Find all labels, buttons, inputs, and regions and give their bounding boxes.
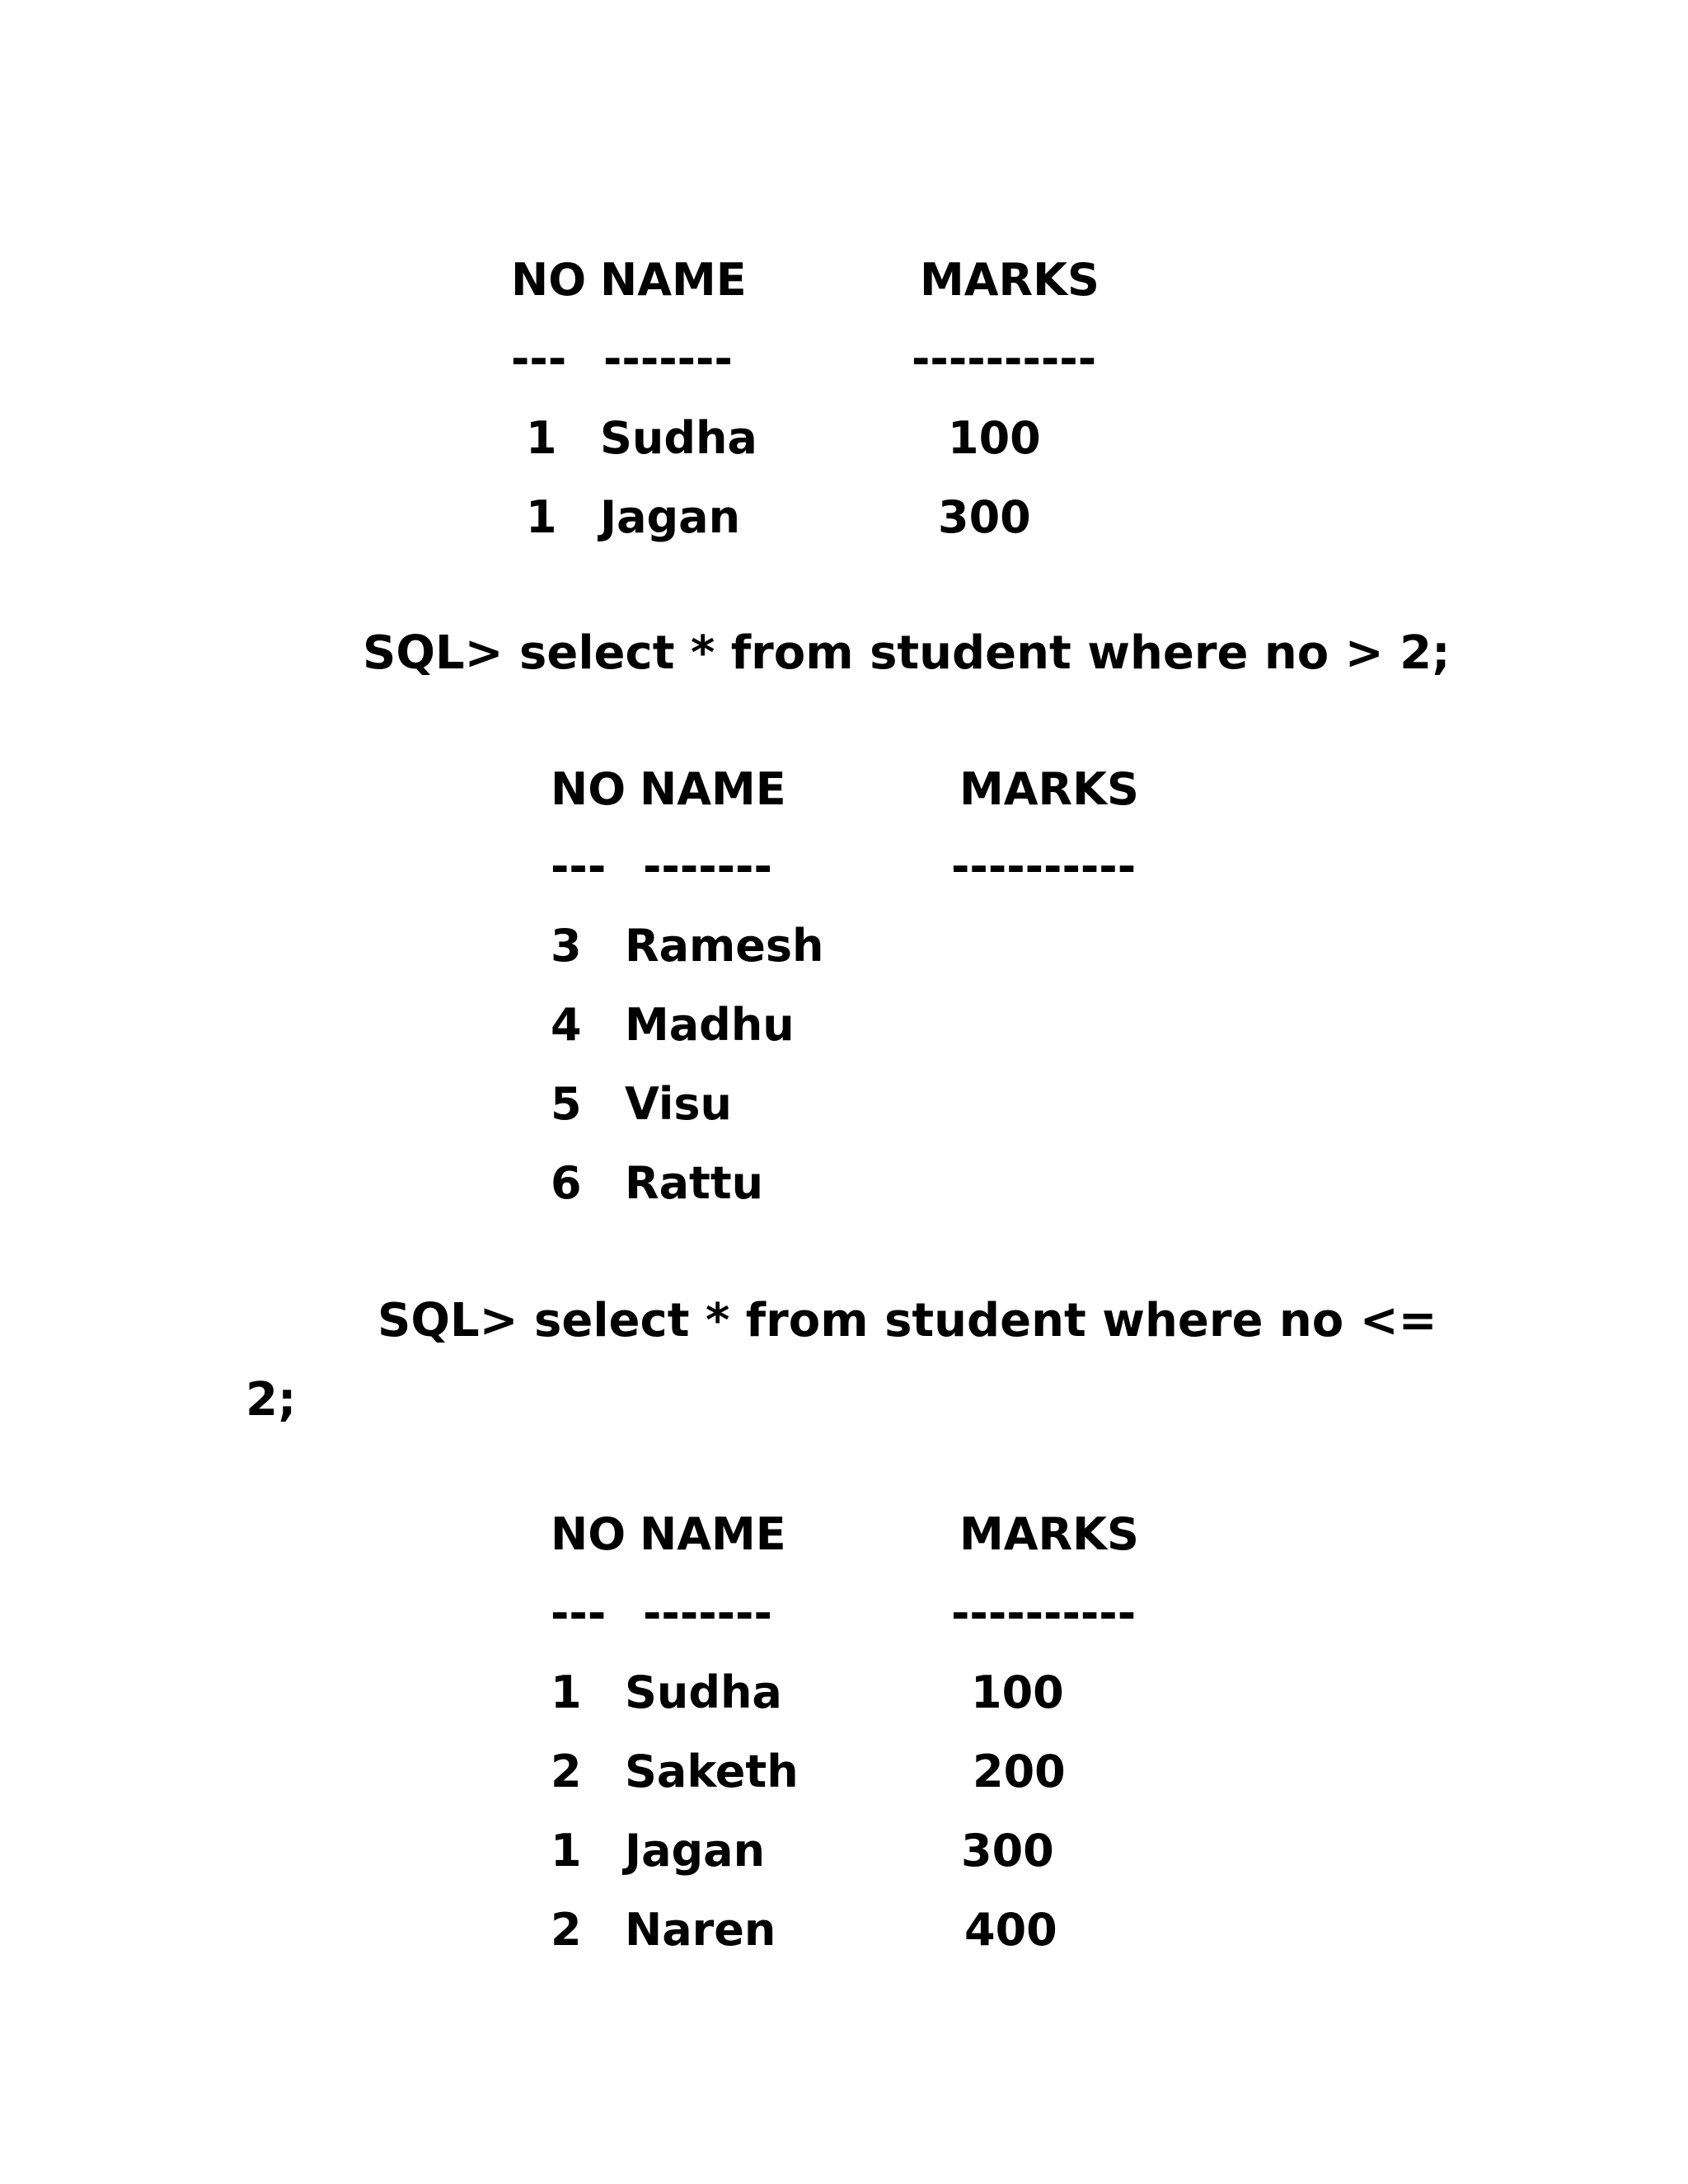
row-no: 1 (526, 491, 557, 543)
column-header-no: NO (551, 763, 626, 815)
header-rule-marks: ---------- (951, 841, 1137, 893)
header-rule-name: ------- (643, 841, 772, 893)
row-marks: 400 (964, 1904, 1057, 1956)
row-marks: 100 (948, 412, 1041, 464)
header-rule-name: ------- (643, 1587, 772, 1639)
sql-query-continuation: 2; (246, 1373, 297, 1427)
row-no: 3 (551, 920, 582, 972)
row-name: Rattu (625, 1157, 764, 1209)
row-name: Sudha (625, 1666, 782, 1718)
row-marks: 100 (971, 1666, 1064, 1718)
column-header-name: NAME (640, 1508, 786, 1560)
row-name: Jagan (625, 1825, 766, 1877)
column-header-marks: MARKS (959, 1508, 1139, 1560)
header-rule-no: --- (551, 841, 607, 893)
row-no: 1 (526, 412, 557, 464)
row-name: Madhu (625, 999, 795, 1051)
row-name: Jagan (600, 491, 741, 543)
column-header-no: NO (551, 1508, 626, 1560)
column-header-no: NO (511, 254, 587, 306)
row-no: 6 (551, 1157, 582, 1209)
row-marks: 300 (938, 491, 1031, 543)
sql-query-less-or-equal: SQL> select * from student where no <= (377, 1294, 1437, 1347)
sql-query-greater-than: SQL> select * from student where no > 2; (363, 626, 1451, 680)
row-no: 1 (551, 1825, 582, 1877)
row-marks: 300 (961, 1825, 1054, 1877)
row-no: 2 (551, 1746, 582, 1797)
header-rule-marks: ---------- (912, 333, 1097, 385)
header-rule-no: --- (511, 333, 567, 385)
row-name: Naren (625, 1904, 776, 1956)
column-header-marks: MARKS (959, 763, 1139, 815)
header-rule-no: --- (551, 1587, 607, 1639)
row-name: Saketh (625, 1746, 799, 1797)
column-header-marks: MARKS (920, 254, 1100, 306)
row-name: Visu (625, 1078, 732, 1130)
row-name: Ramesh (625, 920, 824, 972)
header-rule-marks: ---------- (951, 1587, 1137, 1639)
row-no: 5 (551, 1078, 582, 1130)
row-name: Sudha (600, 412, 757, 464)
row-no: 1 (551, 1666, 582, 1718)
column-header-name: NAME (640, 763, 786, 815)
row-no: 2 (551, 1904, 582, 1956)
header-rule-name: ------- (603, 333, 733, 385)
column-header-name: NAME (600, 254, 747, 306)
row-marks: 200 (973, 1746, 1066, 1797)
row-no: 4 (551, 999, 582, 1051)
